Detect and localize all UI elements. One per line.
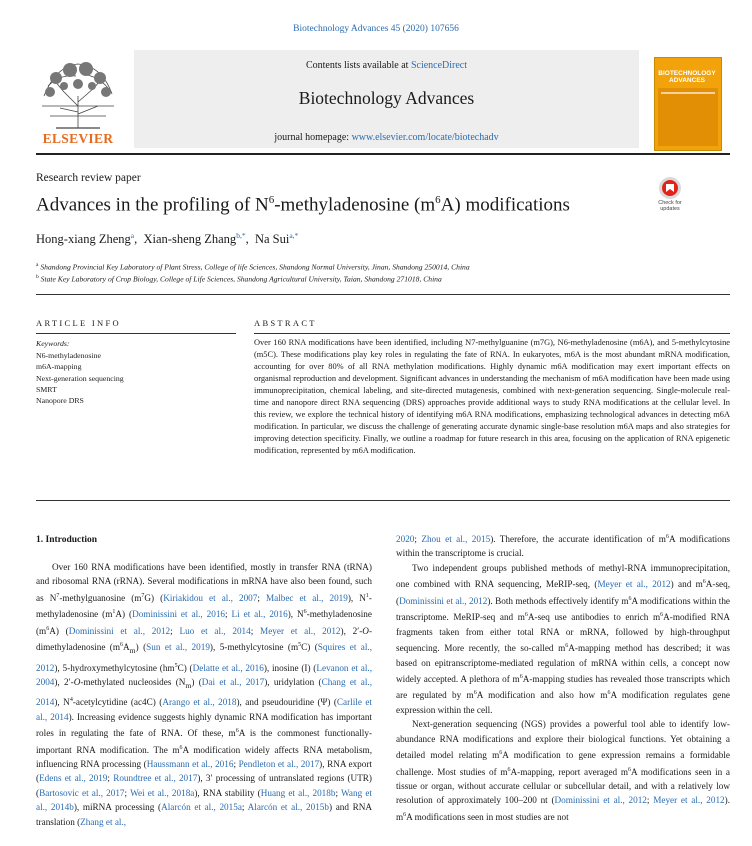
paper-type: Research review paper	[36, 172, 141, 184]
keyword: Next-generation sequencing	[36, 373, 124, 383]
article-info-rule	[36, 333, 236, 334]
homepage-link[interactable]: www.elsevier.com/locate/biotechadv	[351, 132, 499, 143]
affiliation-b: $^b$ State Key Laboratory of Crop Biology, College of Life Sciences, Shandong Agricultural University, Taian, Shandong 271018, China	[36, 274, 442, 284]
author-name: Hong-xiang Zheng	[36, 232, 131, 247]
abstract-rule	[254, 333, 730, 334]
introduction-heading: 1. Introduction	[36, 535, 98, 545]
journal-reference[interactable]: Biotechnology Advances 45 (2020) 107656	[293, 24, 459, 34]
contents-line: Contents lists available at ScienceDirect	[305, 60, 468, 71]
keyword: Nanopore DRS	[36, 396, 84, 406]
paper-title: Advances in the profiling of $N^6$-methyladenosine $(m^6A)$ modifications	[36, 194, 570, 216]
check-for-updates-label[interactable]: Check for updates	[658, 200, 682, 212]
homepage-line: journal homepage: www.elsevier.com/locate/biotechadv	[274, 132, 499, 143]
keyword: SMRT	[36, 384, 57, 394]
journal-title: Biotechnology Advances	[298, 88, 475, 108]
affiliation-rule	[36, 294, 730, 295]
author-affil-mark[interactable]: a	[130, 231, 135, 240]
author-name: Xian-sheng Zhang	[143, 232, 237, 247]
abstract-heading: ABSTRACT	[254, 318, 317, 328]
header-rule	[36, 153, 730, 155]
author-name: Na Sui	[254, 232, 290, 247]
sciencedirect-link[interactable]: ScienceDirect	[410, 60, 468, 71]
abstract-bottom-rule	[36, 500, 730, 501]
authors-line: Hong-xiang Zheng$^a$, Xian-sheng Zhang$^{b,*}$, Na Sui$^{a,*}$	[36, 231, 299, 247]
keywords-label: Keywords:	[36, 339, 70, 348]
keywords-list	[36, 350, 124, 406]
abstract-text: Over 160 RNA modifications have been identified, including N7-methylguanine (m7G), N6-methyladenosine (m6A), and 5-methylcytosine (m5C). These modifications play key roles in regulating the fate of RNA. In eukaryotes, m6A is the most abundant mRNA modification, accounting for over 80% of all RNA methylation modifications. Highly dynamic m6A modification may exert important effects on organismal reproduction and development. Significant advances in understanding the mechanism of m6A modification have been made using immunoprecipitation, chemical labeling, and site-directed mutagenesis, combined with next-generation sequencing. Single-molecule real-time and nanopore direct RNA sequencing (DRS) approaches provide additional ways to study RNA modifications at the cellular level. In this review, we explore the technical history of identifying m6A RNA modifications, emphasizing technological advances in detecting m6A modification. In particular, we discuss the challenge of generating accurate dynamic single-base resolution m6A maps and also strategies for improving detection specificity. Finally, we outline a roadmap for future research in this area, focusing on the application of RNA epigenetic modification, represented by m6A modification.	[254, 338, 730, 455]
author-affil-mark[interactable]: b,*	[236, 231, 246, 240]
article-info-heading: ARTICLE INFO	[36, 318, 121, 328]
body-column-left: Over 160 RNA modifications have been identified, mostly in transfer RNA (tRNA) and ribosomal RNA (rRNA). Several modifications in mRNA have also been found, such as $N^7$-methylguanosine $(m^7G)$ (Kiriakidou et al., 2007; Malbec et al., 2019), $N^1$-methyladenosine $(m^1A)$ (Dominissini et al., 2016; Li et al., 2016), $N^6$-methyladenosine $(m^6A)$ (Dominissini et al., 2012; Luo et al., 2014; Meyer et al., 2012), 2′-O-dimethyladenosine $(m^6A_m)$ (Sun et al., 2019), 5-methylcytosine $(m^5C)$ (Squires et al., 2012), 5-hydroxymethylcytosine $(hm^5C)$ (Delatte et al., 2016), inosine (I) (Levanon et al., 2004), 2′-O-methylated nucleosides $(N_m)$ (Dai et al., 2017), uridylation (Chang et al., 2014), $N^4$-acetylcytidine (ac4C) (Arango et al., 2018), and pseudouridine (Ψ) (Carlile et al., 2014). Increasing evidence suggests highly dynamic RNA modification has important roles in regulating the fate of RNA. Of these, $m^6A$ is the commonest functionally-important RNA modification. The $m^6A$ modification widely affects RNA metabolism, influencing RNA processing (Haussmann et al., 2016; Pendleton et al., 2017), RNA export (Edens et al., 2019; Roundtree et al., 2017), 3′ processing of untranslated regions (UTR) (Bartosovic et al., 2017; Wei et al., 2018a), RNA stability (Huang et al., 2018b; Wang et al., 2014b), miRNA processing (Alarcón et al., 2015a; Alarcón et al., 2015b) and RNA translation (Zhang et al.,	[36, 562, 373, 827]
keyword: N6-methyladenosine	[36, 351, 101, 360]
body-column-right: 2020; Zhou et al., 2015). Therefore, the accurate identification of $m^6A$ modifications within the transcriptome is crucial. Two independent groups published methods of methyl-RNA immunoprecipitation, one combined with RNA sequencing, MeRIP-seq, (Meyer et al., 2012) and $m^6A$-seq, (Dominissini et al., 2012). Both methods effectively identify $m^6A$ modifications within the transcriptome. MeRIP-seq and $m^6A$-seq use antibodies to enrich $m^6A$-modified RNA fragments taken from either total RNA or mRNA, followed by high-throughput sequencing. More recently, the so-called $m^6A$-mapping method has described; it was based on epitranscriptome-mediated regulation of mRNA within cells, a concept now widely accepted. A plethora of $m^6A$-mapping studies has revealed those transcripts which are regulated by $m^6A$ modification and also how $m^6A$ modification regulates gene expression within the cell. Next-generation sequencing (NGS) provides a powerful tool able to identify low-abundance RNA modifications and explore their biological functions. Yet obtaining a detailed model relating $m^6A$ modification to gene expression remains a formidable challenge. Most studies of $m^6A$-mapping, report averaged $m^6A$ modifications seen in a tissue or organ, without accurate cellular or subcellular detail, and with a relatively low resolution of approximately 100–200 nt (Dominissini et al., 2012; Meyer et al., 2012). $m^6A$ modifications seen in most studies are not	[396, 534, 731, 822]
publisher-name: ELSEVIER	[42, 131, 114, 146]
keyword: m6A-mapping	[36, 362, 82, 372]
author-affil-mark[interactable]: a,*	[289, 231, 299, 240]
cover-title: BIOTECHNOLOGY ADVANCES	[658, 70, 716, 84]
affiliation-a: $^a$ Shandong Provincial Key Laboratory of Plant Stress, College of life Sciences, Shandong Normal University, Jinan, Shandong 250014, China	[36, 262, 470, 272]
